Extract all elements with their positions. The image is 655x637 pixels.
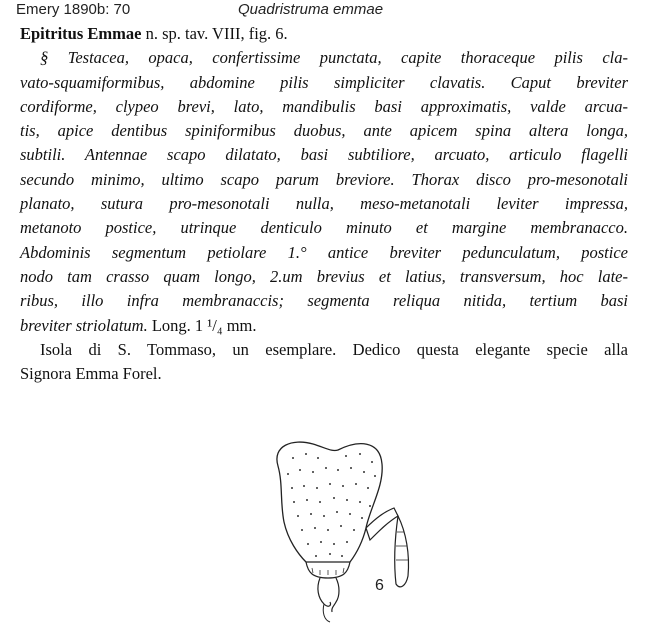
head-outline [277,442,382,562]
description-line: metanoto postice, utrinque denticulo minuto et margine membranacco. [20,218,628,238]
antenna-segments [396,532,408,560]
taxon-label: Quadristruma emmae [238,1,384,18]
description-line: Abdominis segmentum petiolare 1.° antice breviter pedunculatum, postice [20,242,628,262]
page-header [14,0,644,20]
description-line: § Testacea, opaca, confertissime punctata, capite thoraceque pilis cla- [40,48,628,68]
citation-label: Emery 1890b: 70 [16,1,131,18]
dedication-line: Signora Emma Forel. [20,364,162,384]
head-punctures [287,453,376,557]
plate-reference: n. sp. tav. VIII, fig. 6. [141,24,288,43]
antenna-club [395,516,409,587]
description-line: tis, apice dentibus spiniformibus duobus, ante apicem spina altera longa, [20,121,628,141]
species-name: Epitritus Emmae [20,24,142,43]
ant-head-and-petiole-illustration [258,436,428,631]
locality-line: Isola di S. Tommaso, un esemplare. Dedico questa elegante specie alla [40,339,628,359]
description-line: subtili. Antennae scapo dilatato, basi subtiliore, arcuato, articulo flagelli [20,145,628,165]
description-line: cordiforme, clypeo brevi, lato, mandibulis basi approximatis, valde arcua- [20,96,628,116]
species-description [20,22,628,386]
description-line: nodo tam crasso quam longo, 2.um brevius et latius, transversum, hoc late- [20,266,628,286]
clypeus-hairs [312,568,344,575]
mandible-right [332,578,339,612]
mandible-left [318,578,331,606]
description-line: secundo minimo, ultimo scapo parum breviore. Thorax disco pro-mesonotali [20,169,628,189]
description-line: planato, sutura pro-mesonotali nulla, meso-metanotali leviter impressa, [20,194,628,214]
description-end: breviter striolatum. [20,315,148,335]
measurement-line [20,314,628,338]
description-line: vato-squamiformibus, abdomine pilis simpliciter clavatis. Caput breviter [20,72,628,92]
length-measurement: Long. 1 ¹/₄ mm. [147,315,257,335]
species-heading [20,22,628,46]
description-line: ribus, illo infra membranaccis; segmenta reliqua nitida, tertium basi [20,291,628,311]
figure-number: 6 [375,577,384,594]
